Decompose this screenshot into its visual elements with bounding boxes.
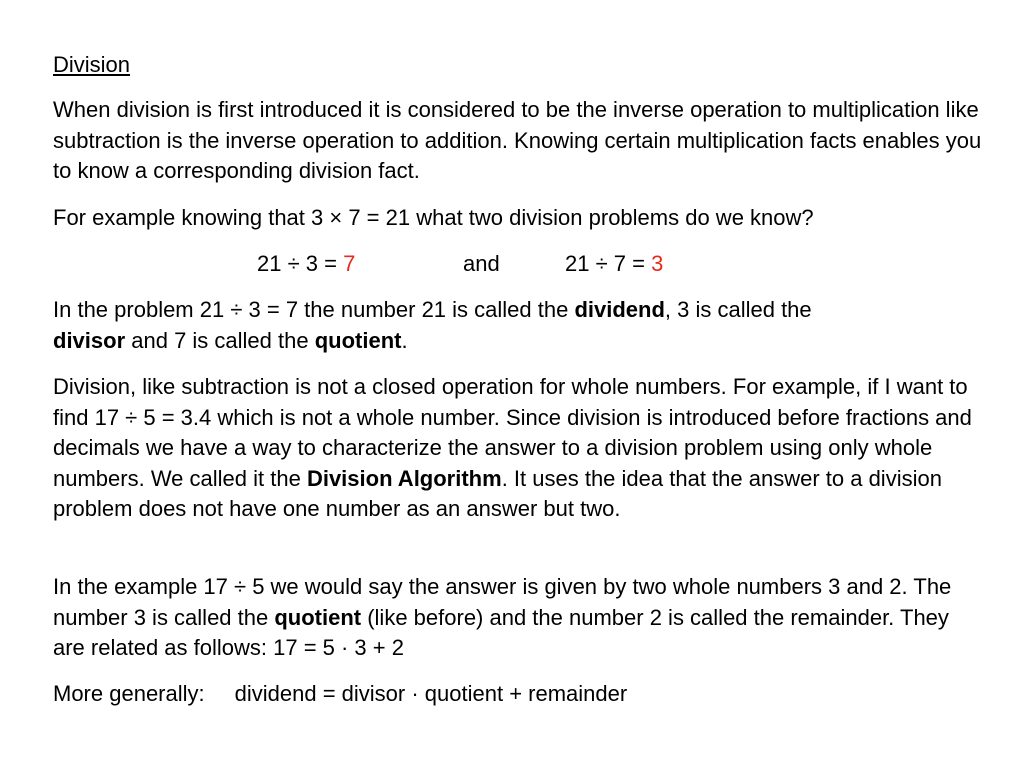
term-quotient-2: quotient: [274, 604, 362, 630]
term-division-algorithm: Division Algorithm: [306, 465, 502, 491]
closure-text-1: Division, like subtraction is not a closed operation for whole numbers. For example, if I want to find 17 ÷ 5 = 3.4 which is not a whole number. Since division is introduced before fractions and decimals we have a way to characterize the answer to a division problem using only whole numbers. We called it the: [53, 374, 972, 491]
term-divisor: divisor: [53, 327, 126, 353]
equation-1-answer: 7: [343, 251, 356, 276]
terms-text-1: In the problem 21 ÷ 3 = 7 the number 21 is called the: [53, 297, 575, 322]
terms-paragraph: [53, 295, 983, 356]
division-equation-2: [565, 249, 663, 280]
terms-text-3: and 7 is called the: [125, 327, 315, 353]
equation-2-answer: 3: [651, 251, 664, 276]
terms-text-4: .: [401, 327, 408, 353]
general-formula-text: dividend = divisor · quotient + remainder: [234, 681, 628, 706]
term-dividend: dividend: [574, 297, 665, 322]
remainder-text-1: In the example 17 ÷ 5 we would say the answer is given by two whole numbers 3 and 2. The number 3 is called the: [53, 574, 952, 630]
remainder-paragraph: [53, 572, 983, 664]
and-label: and: [463, 251, 500, 276]
example-question: For example knowing that 3 × 7 = 21 what two division problems do we know?: [53, 205, 814, 230]
equation-2-text: 21 ÷ 7 =: [565, 251, 652, 276]
division-equation-1: [257, 249, 355, 280]
intro-paragraph: When division is first introduced it is considered to be the inverse operation to multiplication like subtraction is the inverse operation to addition. Knowing certain multiplication facts enables you to know a corresponding division fact.: [53, 97, 982, 183]
division-equations-row: [0, 249, 1024, 280]
closure-paragraph: [53, 372, 983, 525]
term-quotient: quotient: [314, 327, 402, 353]
equation-1-text: 21 ÷ 3 =: [257, 251, 344, 276]
slide-title: Division: [53, 52, 131, 77]
general-label: More generally:: [53, 681, 205, 706]
general-formula: [53, 679, 983, 710]
remainder-text-2: (like before) and the number 2 is called the remainder. They are related as follows: 17 = 5 · 3 + 2: [53, 604, 949, 660]
terms-text-2: , 3 is called the: [664, 297, 812, 322]
closure-text-2: . It uses the idea that the answer to a division problem does not have one number as an answer but two.: [53, 465, 942, 521]
